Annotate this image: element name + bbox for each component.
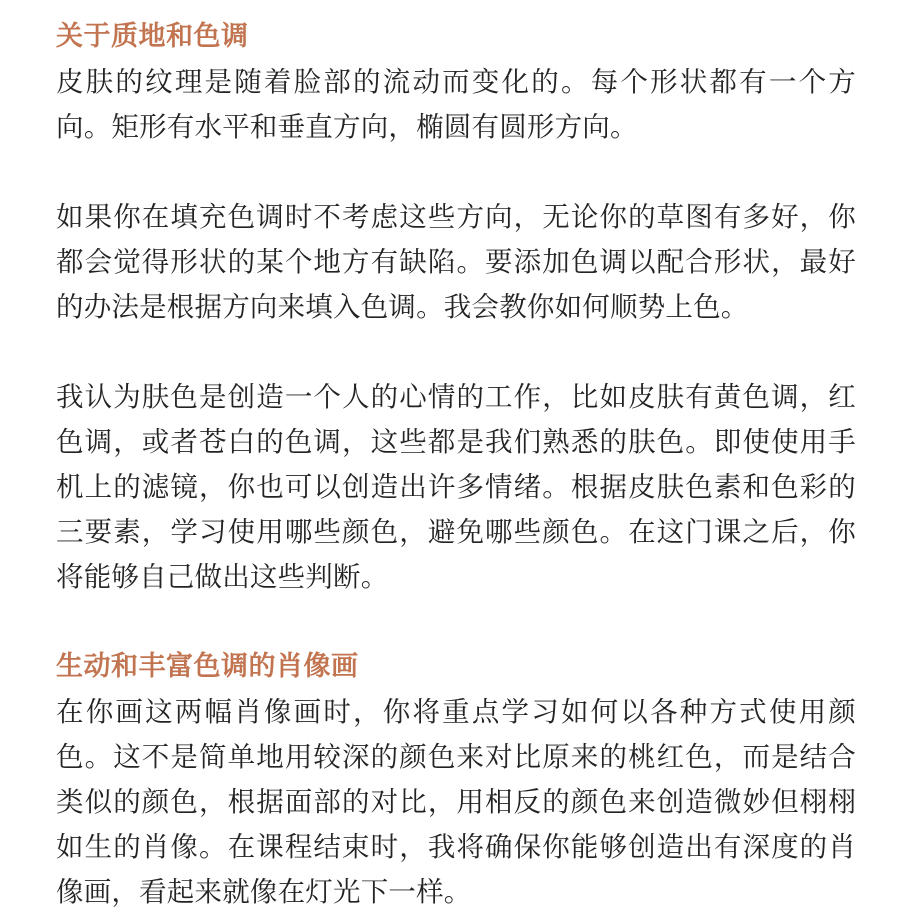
- section-texture-and-tone: [56, 14, 856, 599]
- document-content: [56, 14, 856, 914]
- section-heading-vivid-rich-tone-portrait: 生动和丰富色调的肖像画: [56, 651, 359, 681]
- section-vivid-rich-tone-portrait: [56, 644, 856, 914]
- paragraph-spacer: [56, 329, 856, 374]
- paragraph-spacer: [56, 149, 856, 194]
- paragraph-skin-texture-direction: 皮肤的纹理是随着脸部的流动而变化的。每个形状都有一个方向。矩形有水平和垂直方向，椭圆有圆形方向。: [56, 66, 856, 142]
- section-heading-texture-and-tone: 关于质地和色调: [56, 21, 249, 51]
- paragraph-portrait-color-usage: 在你画这两幅肖像画时，你将重点学习如何以各种方式使用颜色。这不是简单地用较深的颜色来对比原来的桃红色，而是结合类似的颜色，根据面部的对比，用相反的颜色来创造微妙但栩栩如生的肖像。在课程结束时，我将确保你能够创造出有深度的肖像画，看起来就像在灯光下一样。: [56, 696, 856, 907]
- paragraph-skin-color-mood: 我认为肤色是创造一个人的心情的工作，比如皮肤有黄色调，红色调，或者苍白的色调，这些都是我们熟悉的肤色。即使使用手机上的滤镜，你也可以创造出许多情绪。根据皮肤色素和色彩的三要素，学习使用哪些颜色，避免哪些颜色。在这门课之后，你将能够自己做出这些判断。: [56, 381, 856, 592]
- paragraph-filling-tone-direction: 如果你在填充色调时不考虑这些方向，无论你的草图有多好，你都会觉得形状的某个地方有缺陷。要添加色调以配合形状，最好的办法是根据方向来填入色调。我会教你如何顺势上色。: [56, 201, 856, 322]
- section-spacer: [56, 599, 856, 644]
